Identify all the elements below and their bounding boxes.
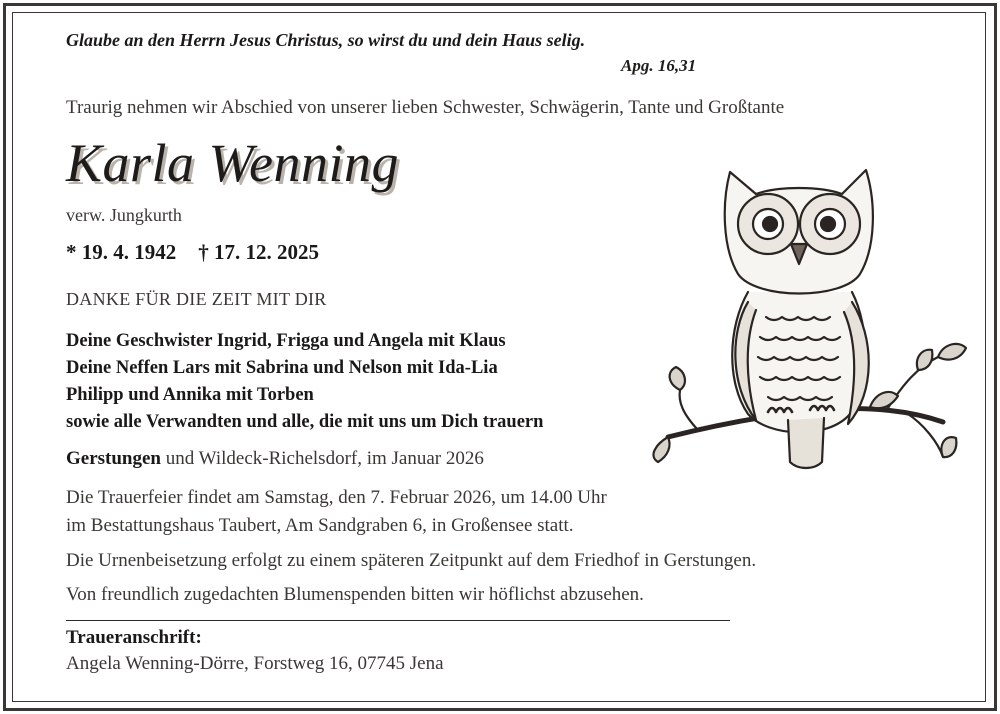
widowed-name: verw. Jungkurth (66, 205, 182, 225)
leaf (870, 392, 898, 408)
place-town: Gerstungen (66, 448, 161, 469)
mourners-list (66, 328, 543, 436)
birth-date: * 19. 4. 1942 (66, 240, 177, 264)
place-date-line (66, 448, 484, 470)
owl-pupil (763, 217, 777, 231)
death-date: † 17. 12. 2025 (198, 240, 319, 264)
ceremony-line: im Bestattungshaus Taubert, Am Sandgraben 6, in Großensee statt. (66, 515, 574, 536)
owl-tail (788, 418, 824, 468)
owl-pupil (821, 217, 835, 231)
intro-text: Traurig nehmen wir Abschied von unserer lieben Schwester, Schwägerin, Tante und Großtante (66, 97, 785, 118)
divider-line (66, 620, 730, 621)
bible-verse: Glaube an den Herrn Jesus Christus, so wirst du und dein Haus selig. (66, 30, 586, 50)
mourner-line: sowie alle Verwandten und alle, die mit uns um Dich trauern (66, 412, 544, 432)
flowers-note: Von freundlich zugedachten Blumenspenden bitten wir höflichst abzusehen. (66, 584, 644, 605)
life-dates (66, 240, 319, 265)
urn-burial-info: Die Urnenbeisetzung erfolgt zu einem späteren Zeitpunkt auf dem Friedhof in Gerstungen. (66, 550, 757, 571)
branch-twig (680, 390, 698, 430)
mourner-line: Deine Geschwister Ingrid, Frigga und Angela mit Klaus (66, 331, 506, 351)
mourner-line: Deine Neffen Lars mit Sabrina und Nelson mit Ida-Lia (66, 358, 498, 378)
address-label: Traueranschrift: (66, 627, 202, 648)
mourner-line: Philipp und Annika mit Torben (66, 385, 314, 405)
thanks-line: DANKE FÜR DIE ZEIT MIT DIR (66, 289, 327, 309)
leaf (917, 350, 932, 370)
leaf (938, 344, 966, 360)
leaf (653, 437, 669, 462)
deceased-name: Karla Wenning (66, 133, 400, 193)
leaf (670, 367, 685, 390)
owl-illustration (638, 152, 968, 482)
ceremony-info (66, 484, 607, 540)
ceremony-line: Die Trauerfeier findet am Samstag, den 7. Februar 2026, um 14.00 Uhr (66, 487, 607, 508)
place-rest: und Wildeck-Richelsdorf, im Januar 2026 (161, 448, 484, 469)
leaf (941, 437, 956, 457)
address-value: Angela Wenning-Dörre, Forstweg 16, 07745 Jena (66, 653, 444, 674)
verse-reference: Apg. 16,31 (621, 56, 697, 75)
